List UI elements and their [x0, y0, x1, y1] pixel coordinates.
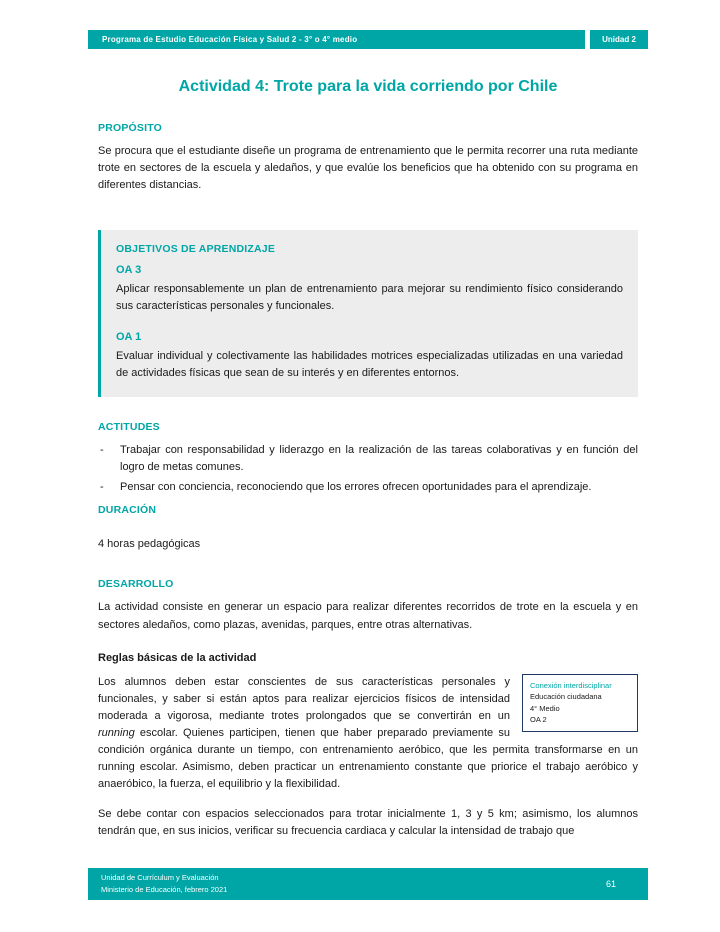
actitudes-heading: ACTITUDES: [98, 421, 160, 434]
proposito-heading: PROPÓSITO: [98, 122, 163, 134]
header-program-title: Programa de Estudio Educación Física y Salud 2 - 3° o 4° medio: [88, 30, 585, 49]
oa3-text: Aplicar responsablemente un plan de entrenamiento para mejorar su rendimiento físico considerando sus características personales y funcionales.: [116, 283, 623, 313]
conexion-line: Educación ciudadana: [530, 692, 602, 702]
reglas-text-a: Los alumnos deben estar conscientes de sus características personales y funcionales, y saber si están aptos para realizar ejercicios físicos de intensidad moderada a vigorosa, mediante trotes prolongados que se convertirán en un: [98, 675, 510, 722]
duracion-heading: DURACIÓN: [98, 504, 157, 517]
section-duracion: [98, 504, 638, 550]
section-actitudes: [98, 421, 638, 496]
page-header: [88, 30, 648, 49]
page-content: [98, 78, 638, 840]
oa1-code: OA 1: [116, 331, 142, 344]
reglas-text-italic: running: [98, 726, 135, 739]
reglas-text-b: escolar. Quienes participen, tienen que haber preparado previamente su condición orgánica durante un tiempo, con entrenamiento aeróbico, que les permita transformarse en un running escolar. Asimismo, deben practicar un entrenamiento constante que priorice el trabajo aeróbico y anaeróbico, la fuerza, el equilibrio y la flexibilidad.: [98, 726, 638, 790]
reglas-paragraph: [98, 674, 638, 793]
espacios-paragraph: Se debe contar con espacios seleccionados para trotar inicialmente 1, 3 y 5 km; asimismo, los alumnos tendrán que, en sus inicios, verificar su frecuencia cardiaca y calcular la intensidad de trabajo que: [98, 807, 638, 837]
duracion-text: 4 horas pedagógicas: [98, 538, 201, 551]
objectives-heading: OBJETIVOS DE APRENDIZAJE: [116, 243, 276, 256]
oa-spacer: [116, 315, 623, 331]
actitud-item: - Trabajar con responsabilidad y liderazgo en la realización de las tareas colaborativas y en función del logro de metas comunes.: [98, 442, 638, 476]
conexion-interdisciplinar-box: [522, 674, 638, 733]
desarrollo-heading: DESARROLLO: [98, 578, 174, 591]
conexion-line: OA 2: [530, 715, 547, 725]
footer-org-line2: Ministerio de Educación, febrero 2021: [101, 885, 228, 894]
actitudes-list: [98, 442, 638, 496]
reglas-subheading: Reglas básicas de la actividad: [98, 651, 257, 664]
objectives-box: [98, 230, 638, 397]
proposito-text: Se procura que el estudiante diseñe un programa de entrenamiento que le permita recorrer una ruta mediante trote en sectores de la escuela y aledaños, y que evalúe los beneficios que ha obtenido con su programa en diferentes distancias.: [98, 145, 638, 192]
page-title: Actividad 4: Trote para la vida corriendo por Chile: [178, 78, 558, 95]
actitud-item: - Pensar con conciencia, reconociendo que los errores ofrecen oportunidades para el aprendizaje.: [98, 479, 638, 496]
section-desarrollo: [98, 578, 638, 840]
conexion-line: 4° Medio: [530, 703, 560, 713]
page-number: 61: [605, 879, 616, 889]
conexion-title: Conexión interdisciplinar: [530, 680, 612, 690]
footer-organization: [101, 872, 227, 896]
oa1-text: Evaluar individual y colectivamente las habilidades motrices especializadas utilizadas en una variedad de actividades físicas que sean de su interés y en diferentes entornos.: [116, 350, 623, 380]
oa3-code: OA 3: [116, 264, 142, 277]
header-unit-badge: Unidad 2: [590, 30, 648, 49]
footer-org-line1: Unidad de Currículum y Evaluación: [101, 873, 219, 882]
section-proposito: [98, 122, 638, 194]
desarrollo-intro: La actividad consiste en generar un espacio para realizar diferentes recorridos de trote en la escuela y en sectores aledaños, como plazas, avenidas, parques, entre otras alternativas.: [98, 601, 638, 631]
footer-bar: [88, 868, 648, 900]
